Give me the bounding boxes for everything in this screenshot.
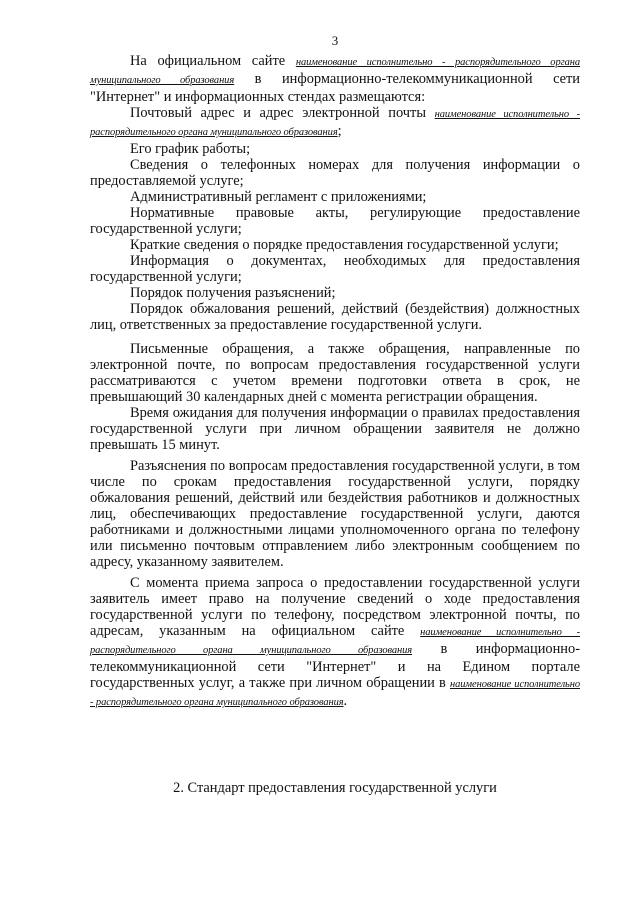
- paragraph-postal-address: [90, 105, 580, 141]
- text-segment: На официальном сайте: [130, 53, 296, 69]
- text-segment: Почтовый адрес и адрес электронной почты: [130, 105, 435, 121]
- document-body: [90, 53, 580, 711]
- paragraph-regulation: Административный регламент с приложениями;: [130, 189, 427, 205]
- text-segment: С момента приема запроса о предоставлении государственной услуги заявитель имеет право на получение сведений о ходе предоставления государственной услуги по телефону, посредством электронной почты, по адресам, указанным на официальном сайте: [90, 575, 580, 639]
- authority-name-placeholder: наименование исполнительно - распорядительного органа муниципального образования: [90, 627, 580, 656]
- paragraph-legal-acts: Нормативные правовые акты, регулирующие предоставление государственной услуги;: [90, 205, 580, 237]
- text-segment: ;: [337, 123, 342, 139]
- authority-name-placeholder: наименование исполнительно - распорядительного органа муниципального образования: [90, 57, 581, 86]
- page-number: 3: [331, 33, 339, 48]
- paragraph-clarifications: Порядок получения разъяснений;: [130, 285, 336, 301]
- section-heading: 2. Стандарт предоставления государственной услуги: [173, 780, 497, 796]
- text-segment: .: [343, 693, 348, 709]
- paragraph-brief-info: Краткие сведения о порядке предоставления государственной услуги;: [130, 237, 559, 253]
- authority-name-placeholder: наименование исполнительно - распорядительного органа муниципального образования: [90, 679, 580, 708]
- paragraph-documents-info: Информация о документах, необходимых для предоставления государственной услуги;: [90, 253, 580, 285]
- text-segment: в информационно-телекоммуникационной сети "Интернет" и информационных стендах размещаются:: [90, 71, 581, 105]
- paragraph-explanations: Разъяснения по вопросам предоставления государственной услуги, в том числе по срокам предоставления государственной услуги, порядку обжалования решений, действий или бездействия работников и должностных лиц, обеспечивающих предоставление государственной услуги, даются работниками и должностными лицами уполномоченного органа по телефону или письменно почтовым отправлением либо электронным сообщением по адресу, указанному заявителем.: [90, 458, 580, 570]
- paragraph-schedule: Его график работы;: [130, 141, 251, 157]
- authority-name-placeholder: наименование исполнительно - распорядительного органа муниципального образования: [90, 109, 580, 138]
- paragraph-status-info: [90, 575, 580, 711]
- paragraph-waiting-time: Время ожидания для получения информации о правилах предоставления государственной услуги при личном обращении заявителя не должно превышать 15 минут.: [90, 405, 580, 453]
- text-segment: в информационно-телекоммуникационной сети "Интернет" и на Едином портале государственных услуг, а также при личном обращении в: [90, 641, 580, 691]
- paragraph-written-requests: Письменные обращения, а также обращения, направленные по электронной почте, по вопросам предоставления государственной услуги рассматриваются с учетом времени подготовки ответа в срок, не превышающий 30 календарных дней с момента регистрации обращения.: [90, 341, 580, 405]
- paragraph-appeal-procedure: Порядок обжалования решений, действий (бездействия) должностных лиц, ответственных за предоставление государственной услуги.: [90, 301, 580, 333]
- paragraph-official-site: [90, 53, 580, 105]
- paragraph-phone-info: Сведения о телефонных номерах для получения информации о предоставляемой услуге;: [90, 157, 580, 189]
